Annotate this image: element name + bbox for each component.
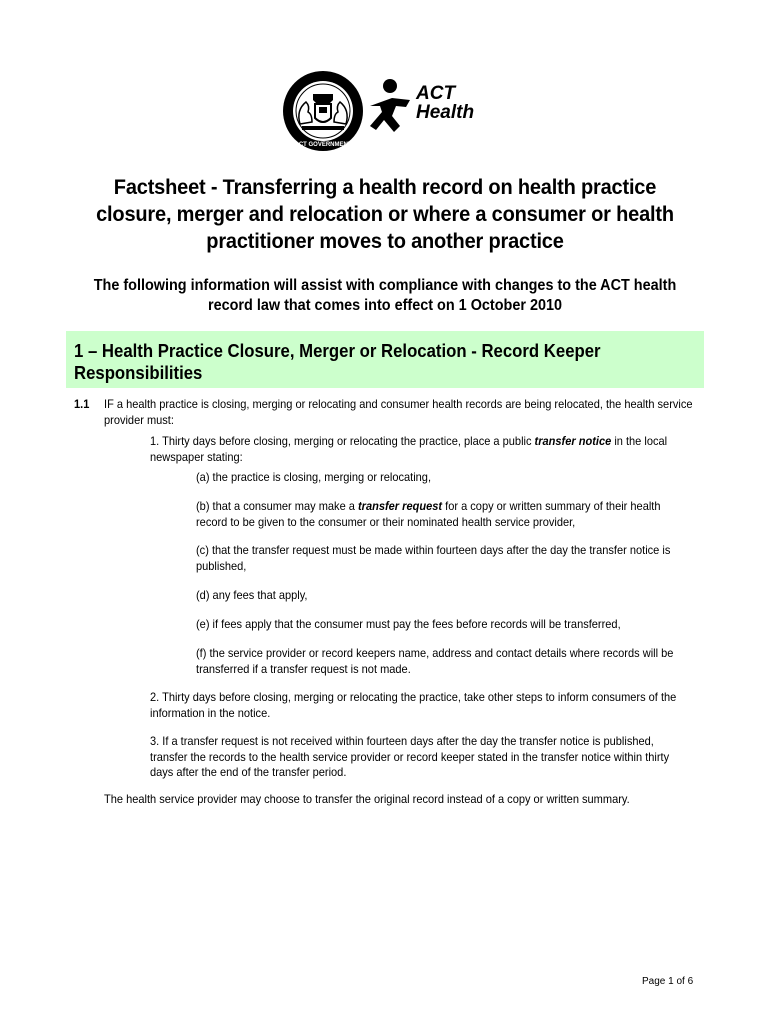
clause-number: 1.1 — [74, 397, 90, 411]
item-d: (d) any fees that apply, — [196, 588, 308, 602]
crest-ring-text: ACT GOVERNMENT — [294, 142, 352, 148]
section-heading: 1 – Health Practice Closure, Merger or Relocation - Record Keeper Responsibilities — [74, 341, 601, 383]
page-number: Page 1 of 6 — [642, 976, 694, 987]
brand-line-act: ACT — [416, 83, 456, 104]
clause-intro: IF a health practice is closing, merging or relocating and consumer health records are being relocated, the health service provider must: — [104, 397, 693, 427]
item-e: (e) if fees apply that the consumer must pay the fees before records will be transferred, — [196, 617, 621, 631]
brand-line-health: Health — [416, 102, 475, 123]
closing-note: The health service provider may choose to transfer the original record instead of a copy or written summary. — [104, 792, 630, 806]
act-health-wordmark — [416, 84, 474, 122]
step-1-text-before: 1. Thirty days before closing, merging or relocating the practice, place a public — [150, 434, 535, 448]
step-1 — [150, 434, 693, 465]
item-b-text-before: (b) that a consumer may make a — [196, 499, 358, 513]
item-b — [196, 499, 693, 530]
step-3: 3. If a transfer request is not received within fourteen days after the day the transfer notice is published, transfer the records to the health service provider or record keeper stated in the transfer notice within thirty days after the end of the transfer period. — [150, 734, 670, 779]
step-2: 2. Thirty days before closing, merging or relocating the practice, take other steps to inform consumers of the information in the notice. — [150, 690, 677, 720]
header-logos — [0, 64, 770, 154]
act-government-crest-logo — [280, 68, 366, 154]
item-f: (f) the service provider or record keepers name, address and contact details where records will be transferred if a transfer request is not made. — [196, 646, 674, 676]
transfer-request-keyword: transfer request — [357, 499, 443, 513]
step-1-text-after: in the local newspaper stating: — [150, 434, 668, 464]
transfer-notice-keyword: transfer notice — [534, 434, 612, 448]
item-b-text-after: for a copy or written summary of their health record to be given to the consumer or their nominated health service provider, — [196, 499, 661, 529]
document-title: Factsheet - Transferring a health record on health practice closure, merger and relocation or where a consumer or health practitioner moves to another practice — [96, 175, 674, 253]
item-c: (c) that the transfer request must be made within fourteen days after the day the transfer notice is published, — [196, 543, 671, 573]
item-a: (a) the practice is closing, merging or relocating, — [196, 470, 432, 484]
document-subtitle: The following information will assist with compliance with changes to the ACT health record law that comes into effect on 1 October 2010 — [93, 277, 677, 314]
